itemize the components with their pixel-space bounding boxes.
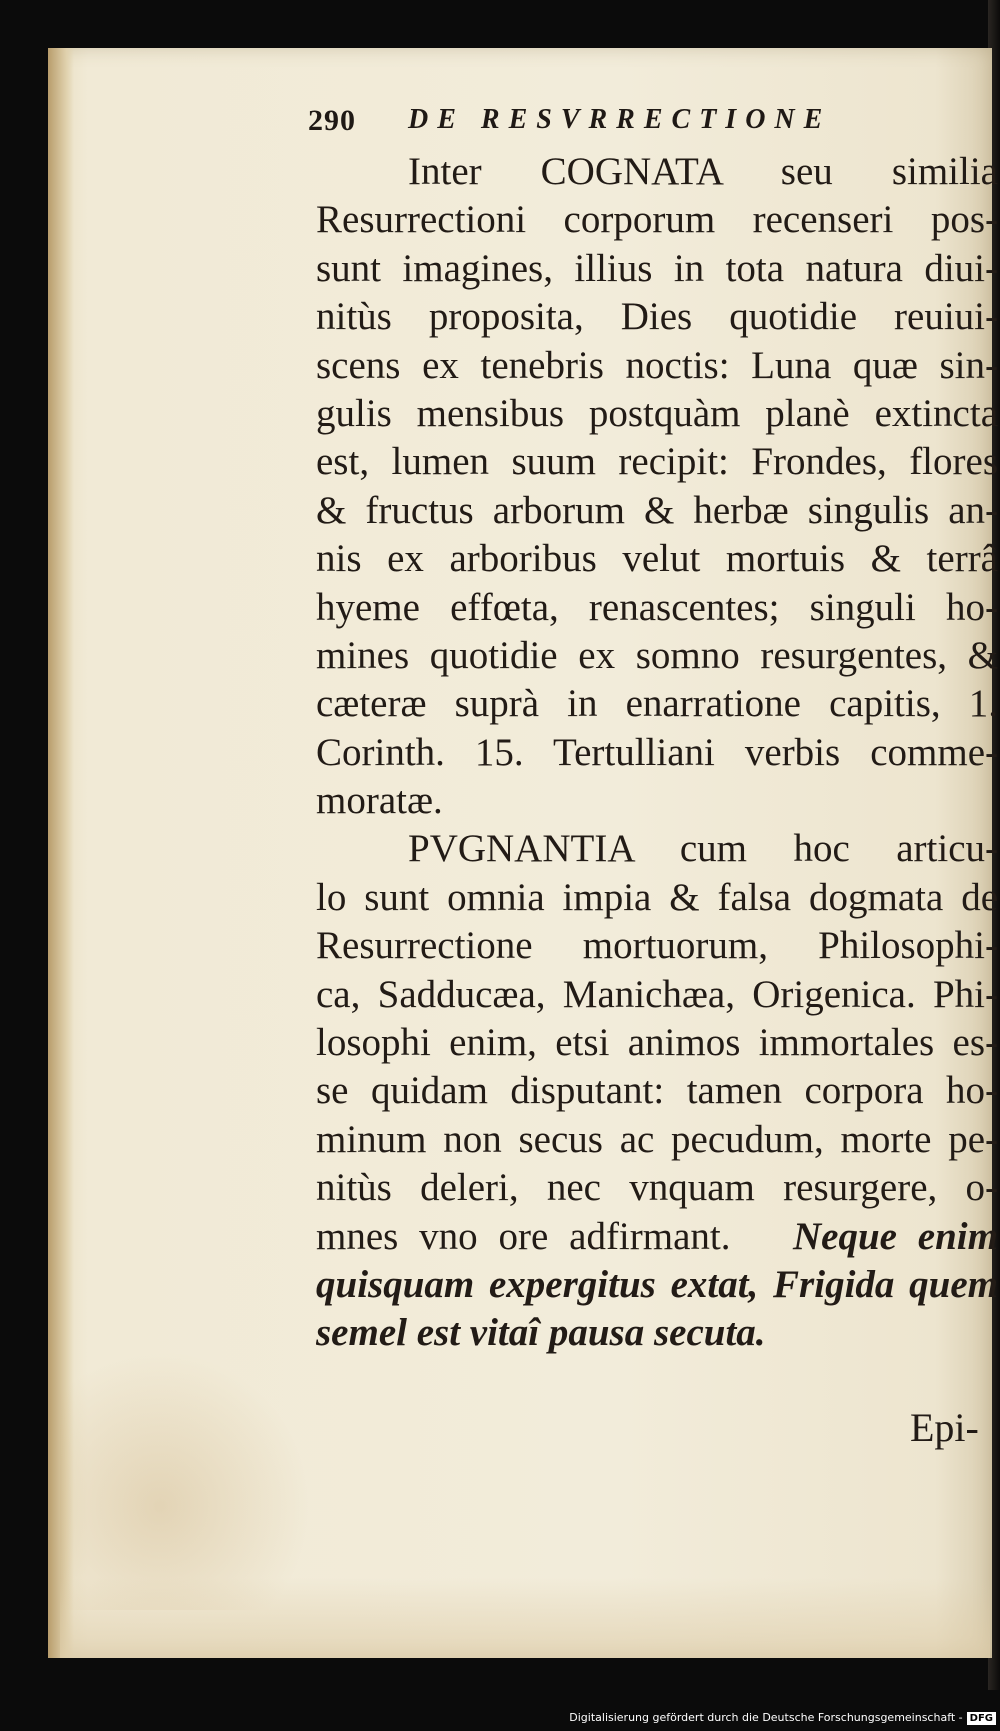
text-line: est, lumen suum recipit: Frondes, flores xyxy=(316,440,998,484)
text-line: mines quotidie ex somno resurgentes, & xyxy=(316,633,998,677)
text-line: hyeme effœta, renascentes; singuli ho- xyxy=(316,585,998,629)
text-line: nis ex arboribus velut mortuis & terrâ xyxy=(316,537,998,581)
text-line: sunt imagines, illius in tota natura diui- xyxy=(316,246,998,290)
catchword: Epi- xyxy=(910,1405,979,1450)
text-line: scens ex tenebris noctis: Luna quæ sin- xyxy=(316,343,998,387)
text-line: nitùs deleri, nec vnquam resurgere, o- xyxy=(316,1166,998,1210)
text-line: losophi enim, etsi animos immortales es- xyxy=(316,1021,998,1065)
italic-quote-line: quisquam expergitus extat, Frigida quem xyxy=(316,1262,998,1306)
credit-text: Digitalisierung gefördert durch die Deutsche Forschungsgemeinschaft - xyxy=(569,1711,963,1724)
digitization-credit xyxy=(569,1711,996,1725)
text-line: moratæ. xyxy=(316,779,443,823)
body-text xyxy=(316,148,998,1358)
text-line: se quidam disputant: tamen corpora ho- xyxy=(316,1069,998,1113)
dfg-logo: DFG xyxy=(967,1712,996,1725)
text-line: nitùs proposita, Dies quotidie reuiui- xyxy=(316,295,998,339)
text-line: PVGNANTIA cum hoc articu- xyxy=(408,827,998,871)
text-line: minum non secus ac pecudum, morte pe- xyxy=(316,1117,998,1161)
text-line: Corinth. 15. Tertulliani verbis comme- xyxy=(316,730,998,774)
running-head: DE RESVRRECTIONE xyxy=(408,104,832,135)
page-header xyxy=(308,104,908,144)
italic-quote-start: Neque enim xyxy=(793,1214,998,1258)
paper-stain xyxy=(60,1350,310,1610)
text-line: gulis mensibus postquàm planè extincta xyxy=(316,391,998,435)
text-line: ca, Sadducæa, Manichæa, Origenica. Phi- xyxy=(316,972,998,1016)
text-line: lo sunt omnia impia & falsa dogmata de xyxy=(316,875,998,919)
text-line: Resurrectione mortuorum, Philosophi- xyxy=(316,924,998,968)
text-line-with-quote xyxy=(316,1213,998,1261)
page-number: 290 xyxy=(308,104,356,137)
italic-quote-line: semel est vitaî pausa secuta. xyxy=(316,1311,766,1355)
text-line: cæteræ suprà in enarratione capitis, 1. xyxy=(316,682,998,726)
text-segment: mnes vno ore adfirmant. xyxy=(316,1214,731,1258)
text-line: Resurrectioni corporum recenseri pos- xyxy=(316,198,998,242)
text-line: & fructus arborum & herbæ singulis an- xyxy=(316,488,998,532)
text-line: Inter COGNATA seu similia xyxy=(408,150,998,193)
